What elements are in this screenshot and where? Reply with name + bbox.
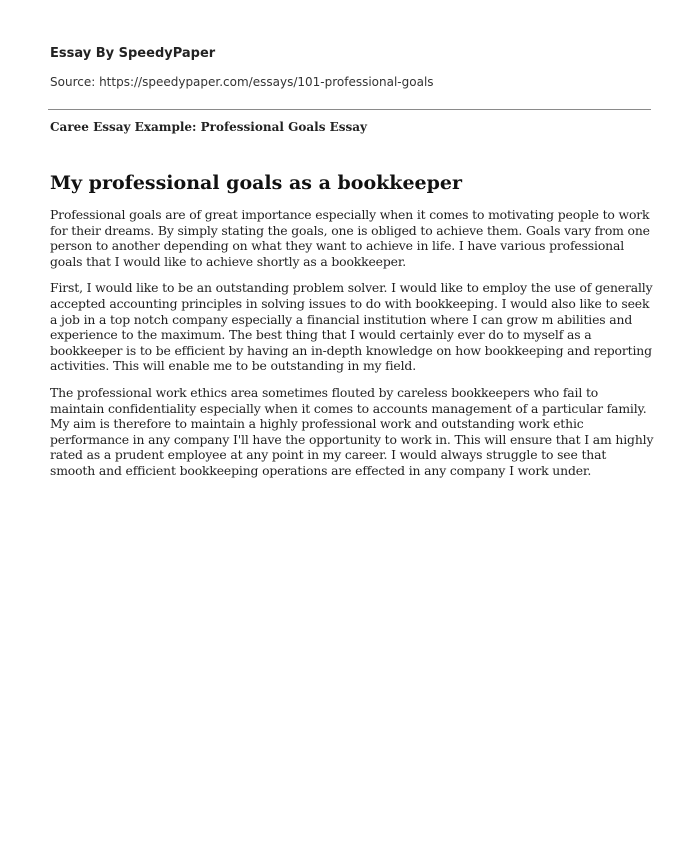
source-line: Source: https://speedypaper.com/essays/101-professional-goals	[50, 75, 434, 89]
header-divider	[48, 109, 651, 110]
essay-body	[50, 207, 655, 490]
paragraph-3: The professional work ethics area sometimes flouted by careless bookkeepers who fail to maintain confidentiality especially when it comes to accounts management of a particular family. My aim is therefore to maintain a highly professional work and outstanding work ethic performance in any company I'll have the opportunity to work in. This will ensure that I am highly rated as a prudent employee at any point in my career. I would always struggle to see that smooth and efficient bookkeeping operations are effected in any company I work under.	[50, 384, 654, 478]
author-line: Essay By SpeedyPaper	[50, 46, 216, 61]
paragraph-1: Professional goals are of great importance especially when it comes to motivating people to work for their dreams. By simply stating the goals, one is obliged to achieve them. Goals vary from one person to another depending on what they want to achieve in life. I have various professional goals that I would like to achieve shortly as a bookkeeper.	[50, 207, 650, 269]
essay-title: My professional goals as a bookkeeper	[50, 172, 463, 194]
essay-subtitle: Caree Essay Example: Professional Goals Essay	[50, 120, 368, 134]
paragraph-2: First, I would like to be an outstanding problem solver. I would like to employ the use of generally accepted accounting principles in solving issues to do with bookkeeping. I would also like to seek a job in a top notch company especially a financial institution where I can grow m abilities and experience to the maximum. The best thing that I would certainly ever do to myself as a bookkeeper is to be efficient by having an in-depth knowledge on how bookkeeping and reporting activities. This will enable me to be outstanding in my field.	[50, 280, 653, 374]
